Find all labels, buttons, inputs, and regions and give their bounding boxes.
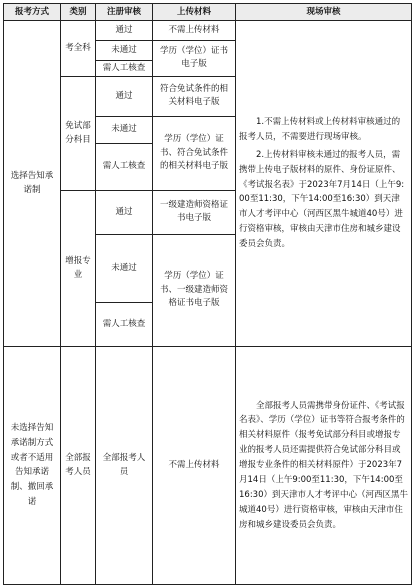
material-cell: 学历（学位）证书、一级建造师资格证书电子版 bbox=[153, 234, 236, 346]
review-cell: 需人工核查 bbox=[96, 61, 153, 77]
review-cell: 全部报考人员 bbox=[96, 346, 153, 584]
onsite-paragraph-2: 2.上传材料审核未通过的报考人员，需携带上传电子版材料的原件、身份证原件、《考试报名表》于2023年7月14日（上午9:00至11:30，下午14:00至16:30）到天津市人才考评中心（河西区黑牛城道40号）进行资格审核，审核由天津市住房和城乡建设委员会负责。 bbox=[239, 149, 405, 249]
onsite-review-cell-no-commitment bbox=[236, 346, 412, 584]
review-requirements-table bbox=[3, 3, 412, 585]
review-cell: 需人工核查 bbox=[96, 143, 153, 190]
material-cell: 学历（学位）证书电子版 bbox=[153, 41, 236, 77]
table-header-row bbox=[4, 4, 412, 21]
review-cell: 未通过 bbox=[96, 41, 153, 61]
category-additional-major: 增报专业 bbox=[61, 190, 96, 346]
method-cell-commitment: 选择告知承诺制 bbox=[4, 21, 61, 347]
review-cell: 未通过 bbox=[96, 116, 153, 143]
method-cell-no-commitment: 未选择告知承诺制方式或者不适用告知承诺制、撤回承诺 bbox=[4, 346, 61, 584]
header-method: 报考方式 bbox=[4, 4, 61, 21]
review-cell: 需人工核查 bbox=[96, 302, 153, 346]
header-category: 类别 bbox=[61, 4, 96, 21]
header-onsite-review: 现场审核 bbox=[236, 4, 412, 21]
material-cell: 一级建造师资格证书电子版 bbox=[153, 190, 236, 234]
material-cell: 不需上传材料 bbox=[153, 346, 236, 584]
header-upload-materials: 上传材料 bbox=[153, 4, 236, 21]
review-cell: 未通过 bbox=[96, 234, 153, 302]
category-full-subjects: 考全科 bbox=[61, 21, 96, 77]
review-cell: 通过 bbox=[96, 21, 153, 41]
category-exempt-subjects: 免试部分科目 bbox=[61, 76, 96, 190]
review-cell: 通过 bbox=[96, 190, 153, 234]
review-cell: 通过 bbox=[96, 76, 153, 116]
onsite-paragraph-all: 全部报考人员需携带身份证件、《考试报名表》、学历（学位）证书等符合报考条件的相关材料原件（报考免试部分科目或增报专业的报考人员还需提供符合免试部分科目或增报专业条件的相关材料原件）于2023年7月14日（上午9:00至11:30，下午14:00至16:30）到天津市人才考评中心（河西区黑牛城道40号）进行资格审核，审核由天津市住房和城乡建设委员会负责。 bbox=[239, 400, 408, 530]
category-all-applicants: 全部报考人员 bbox=[61, 346, 96, 584]
material-cell: 不需上传材料 bbox=[153, 21, 236, 41]
table-row bbox=[4, 21, 412, 41]
header-registration-review: 注册审核 bbox=[96, 4, 153, 21]
table-row bbox=[4, 346, 412, 584]
onsite-paragraph-1: 1.不需上传材料或上传材料审核通过的报考人员，不需要进行现场审核。 bbox=[239, 117, 401, 142]
onsite-review-cell-commitment bbox=[236, 21, 412, 347]
material-cell: 符合免试条件的相关材料电子版 bbox=[153, 76, 236, 116]
material-cell: 学历（学位）证书、符合免试条件的相关材料电子版 bbox=[153, 116, 236, 190]
